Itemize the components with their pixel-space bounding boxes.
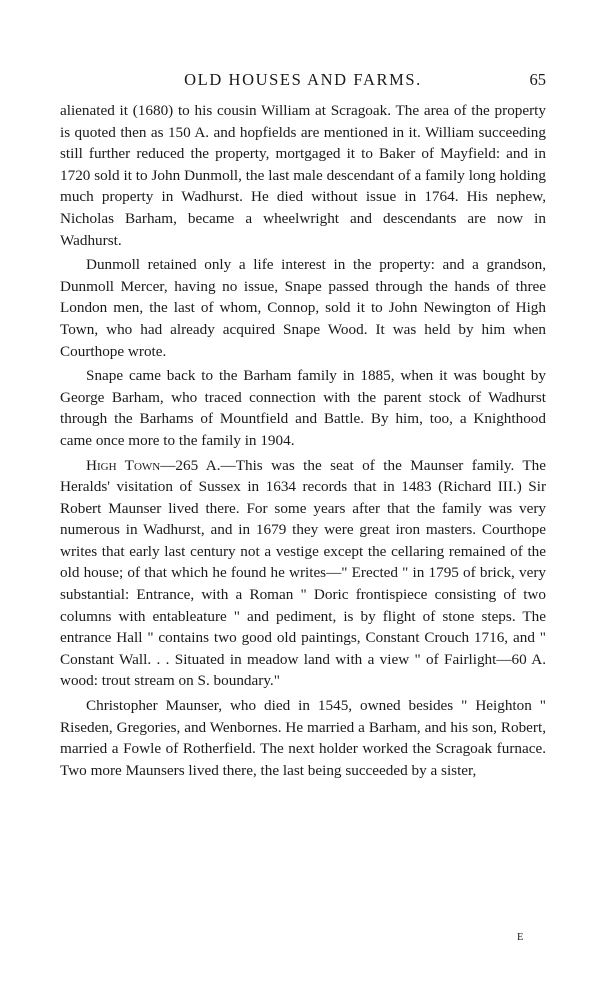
section-lead: High Town [86, 456, 161, 474]
signature-mark: E [517, 932, 524, 943]
page-number: 65 [529, 70, 546, 89]
paragraph [60, 254, 546, 362]
paragraph-text: Dunmoll retained only a life interest in the property: and a grandson, Dunmoll Mercer, having no issue, Snape passed through the hands of three London men, the last of whom, Connop, sold it to John Newington of High Town, who had already acquired Snape Wood. It was held by him when Courthope wrote. [60, 256, 546, 360]
paragraph-continuation [60, 100, 546, 251]
book-page [60, 70, 546, 781]
running-title: OLD HOUSES AND FARMS. [184, 70, 422, 89]
running-header [60, 70, 546, 98]
paragraph-text: —265 A.—This was the seat of the Maunser family. The Heralds' visitation of Sussex in 1634 records that in 1483 (Richard III.) Sir Robert Maunser lived there. For some years after that the family was very numerous in Wadhurst, and in 1679 they were great iron masters. Courthope writes that early last century not a vestige except the cellaring remained of the old house; of that which he found he writes—" Erected " in 1795 of brick, very substantial: Entrance, with a Roman " Doric frontispiece consisting of two columns with entableature " and pediment, is by flight of stone steps. The entrance Hall " contains two good old paintings, Constant Crouch 1716, and " Constant Wall. . . Situated in meadow land with a view " of Fairlight—60 A. wood: trout stream on S. boundary." [60, 456, 546, 690]
paragraph-text: Christopher Maunser, who died in 1545, owned besides " Heighton " Riseden, Gregories, and Wenbornes. He married a Barham, and his son, Robert, married a Fowle of Rotherfield. The next holder worked the Scragoak furnace. Two more Maunsers lived there, the last being succeeded by a sister, [60, 697, 546, 779]
paragraph [60, 695, 546, 781]
paragraph-text: Snape came back to the Barham family in 1885, when it was bought by George Barham, who traced connection with the parent stock of Wadhurst through the Barhams of Mountfield and Battle. By him, too, a Knighthood came once more to the family in 1904. [60, 367, 546, 449]
paragraph-text: alienated it (1680) to his cousin William at Scragoak. The area of the property is quoted then as 150 A. and hopfields are mentioned in it. William succeeding still further reduced the property, mortgaged it to Baker of Mayfield: and in 1720 sold it to John Dunmoll, the last male descendant of a family long holding much property in Wadhurst. He died without issue in 1764. His nephew, Nicholas Barham, became a wheelwright and descendants are now in Wadhurst. [60, 102, 546, 249]
paragraph-high-town [60, 455, 546, 693]
paragraph [60, 365, 546, 451]
